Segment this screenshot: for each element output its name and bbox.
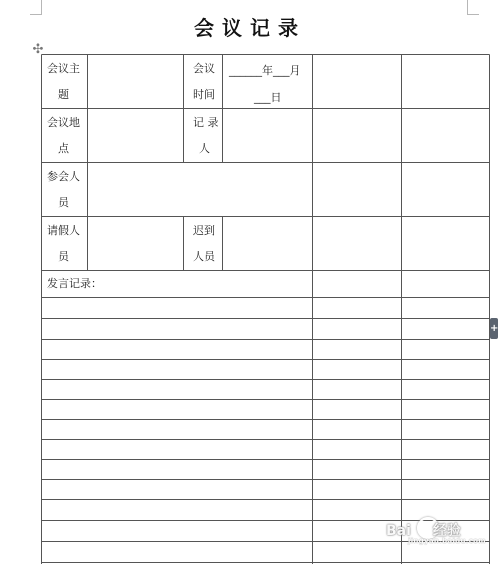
location-label-line1: 会议地 [47,116,80,129]
leave-label-line2: 员 [58,250,69,263]
baidu-watermark [386,515,486,551]
location-label-line2: 点 [58,142,69,155]
late-label-line1: 迟到 [193,224,215,237]
watermark-brand-prefix: Bai [386,523,411,539]
time-label-line2: 时间 [193,88,215,101]
watermark-url: jingyan.baidu.com [408,537,486,545]
table-move-handle-icon[interactable]: ✣ [32,42,44,57]
late-label-line2: 人员 [193,250,215,263]
topic-label-line1: 会议主 [47,62,80,75]
attendees-label-line2: 员 [58,196,69,209]
page-title: 会议记录 [194,16,306,40]
add-row-button[interactable]: + [490,318,498,339]
leave-label-line1: 请假人 [47,224,80,237]
speech-record-label: 发言记录： [47,277,102,290]
recorder-label-line2: 人 [199,142,210,155]
watermark-brand-suffix: 经验 [432,523,461,539]
topic-label-line2: 题 [58,88,69,101]
meeting-date-year-month[interactable]: ______年___月 [229,64,301,77]
attendees-label-line1: 参会人 [47,170,80,183]
meeting-date-day[interactable]: ___日 [254,91,282,104]
time-label-line1: 会议 [193,62,215,75]
recorder-label-line1: 记 录 [193,116,219,129]
